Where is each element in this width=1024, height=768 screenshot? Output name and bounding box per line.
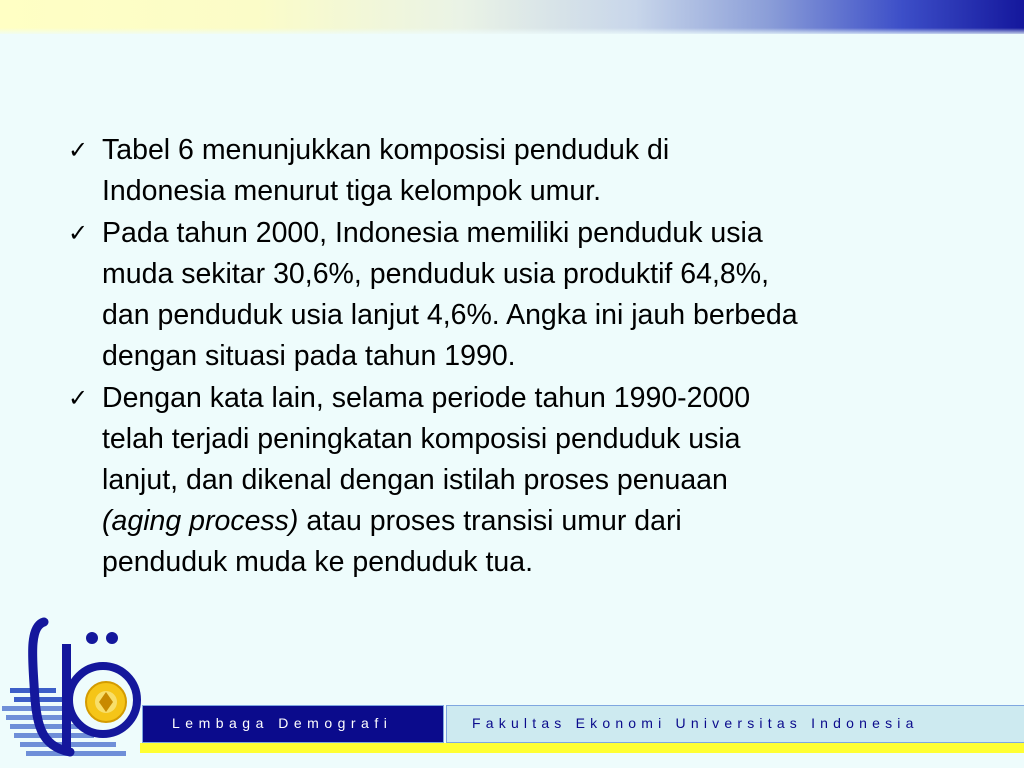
bullet-1-line-1: Tabel 6 menunjukkan komposisi penduduk di: [102, 134, 670, 166]
bullet-item-3: [62, 378, 962, 583]
bullet-list: [62, 130, 962, 584]
bullet-2-line-2: muda sekitar 30,6%, penduduk usia produktif 64,8%,: [102, 258, 769, 290]
footer-right-label: Fakultas Ekonomi Universitas Indonesia: [472, 715, 919, 731]
bullet-3-line-2: telah terjadi peningkatan komposisi penduduk usia: [102, 423, 741, 455]
bullet-item-2: [62, 213, 962, 377]
bullet-2-line-3: dan penduduk usia lanjut 4,6%. Angka ini jauh berbeda: [102, 299, 798, 331]
footer-left-label: Lembaga Demografi: [172, 715, 393, 731]
italic-term: (aging process): [102, 505, 299, 537]
bullet-2-line-4: dengan situasi pada tahun 1990.: [102, 340, 516, 372]
footer-bar: [140, 705, 1024, 745]
checkmark-icon: ✓: [68, 219, 89, 247]
bullet-3-line-1: Dengan kata lain, selama periode tahun 1990-2000: [102, 382, 751, 414]
bullet-1-line-2: Indonesia menurut tiga kelompok umur.: [102, 175, 602, 207]
bullet-3-line-5: penduduk muda ke penduduk tua.: [102, 546, 534, 578]
top-gradient-bar: [0, 0, 1024, 34]
top-bar-fade: [0, 28, 1024, 34]
bullet-item-1: [62, 130, 962, 212]
bullet-3-line-3: lanjut, dan dikenal dengan istilah proses penuaan: [102, 464, 728, 496]
lembaga-demografi-logo-icon: [0, 614, 150, 764]
bullet-3-line-4: [102, 501, 962, 542]
bullet-2-line-1: Pada tahun 2000, Indonesia memiliki penduduk usia: [102, 217, 763, 249]
checkmark-icon: ✓: [68, 384, 89, 412]
bullet-3-line-4-rest: atau proses transisi umur dari: [298, 505, 682, 537]
checkmark-icon: ✓: [68, 136, 89, 164]
footer-yellow-stripe: [140, 743, 1024, 753]
